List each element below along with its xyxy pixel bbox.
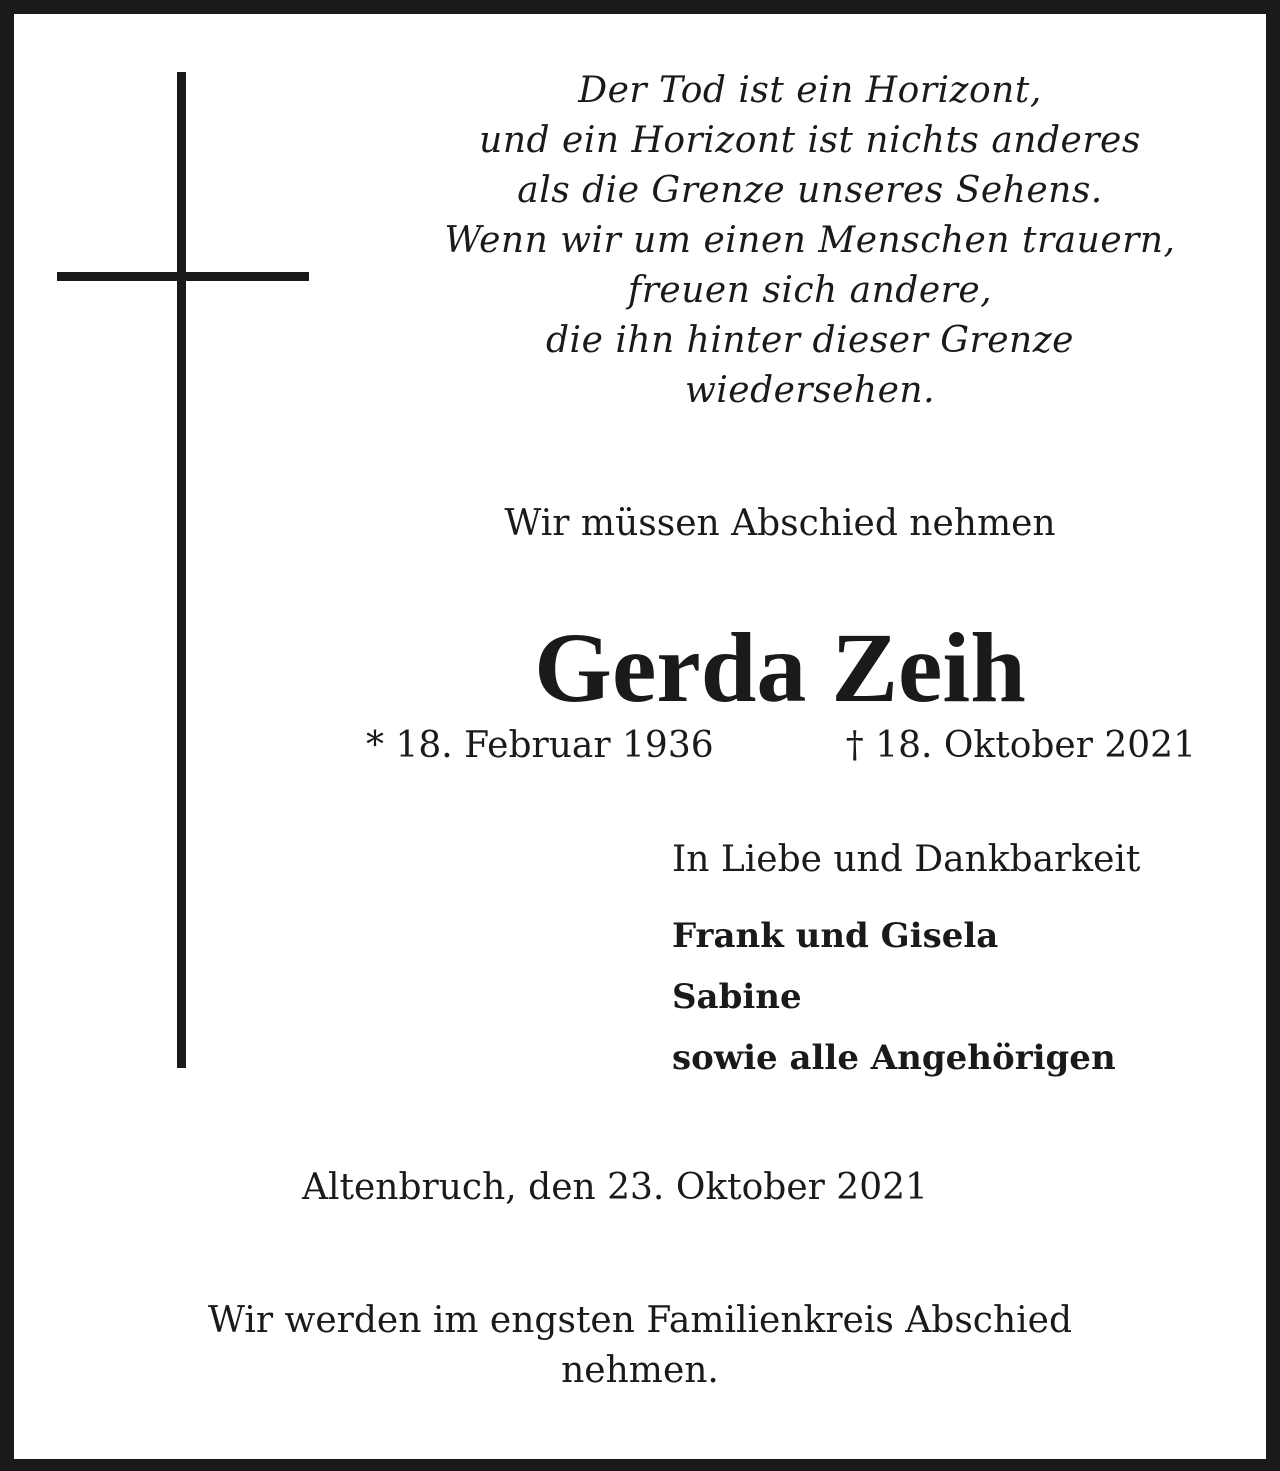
farewell-intro: Wir müssen Abschied nehmen xyxy=(504,503,1056,544)
mourner-name: Sabine xyxy=(672,977,802,1017)
closing-line: nehmen. xyxy=(561,1350,719,1391)
place-and-date: Altenbruch, den 23. Oktober 2021 xyxy=(302,1167,928,1208)
mourner-name: sowie alle Angehörigen xyxy=(672,1038,1116,1078)
closing-line: Wir werden im engsten Familienkreis Abschied xyxy=(208,1300,1072,1341)
poem-line: und ein Horizont ist nichts anderes xyxy=(479,120,1141,161)
closing-note xyxy=(100,1296,1180,1396)
poem-line: wiedersehen. xyxy=(684,370,936,411)
poem-line: als die Grenze unseres Sehens. xyxy=(517,170,1103,211)
poem-line: freuen sich andere, xyxy=(627,270,993,311)
mourners-list xyxy=(672,906,1116,1089)
birth-date: * 18. Februar 1936 xyxy=(366,725,714,766)
cross-icon-horizontal-bar xyxy=(57,272,309,281)
deceased-name: Gerda Zeih xyxy=(534,612,1026,723)
death-date: † 18. Oktober 2021 xyxy=(845,725,1196,766)
poem-line: die ihn hinter dieser Grenze xyxy=(546,320,1074,361)
poem-line: Der Tod ist ein Horizont, xyxy=(578,70,1042,111)
mourners-intro: In Liebe und Dankbarkeit xyxy=(672,839,1141,880)
poem-line: Wenn wir um einen Menschen trauern, xyxy=(444,220,1176,261)
cross-icon-vertical-bar xyxy=(177,72,186,1068)
mourner-name: Frank und Gisela xyxy=(672,916,999,956)
poem xyxy=(380,66,1240,416)
